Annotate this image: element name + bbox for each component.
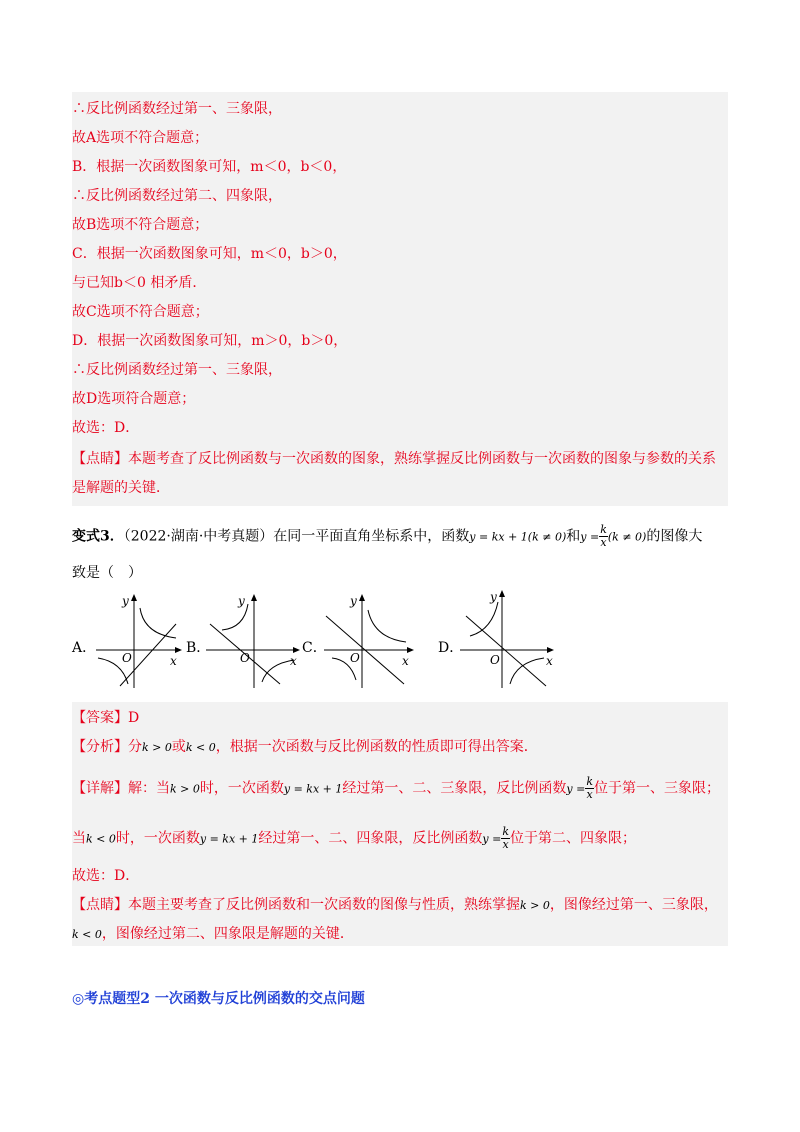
axis-label-x: x — [290, 654, 297, 668]
axis-label-x: x — [546, 654, 553, 668]
detail-1-fraction-y: y = — [566, 782, 586, 796]
fraction-numerator: k — [586, 775, 593, 788]
answer-comment-condition-2: k < 0 — [72, 928, 102, 941]
origin-label: O — [350, 651, 360, 665]
detail-1-fraction — [585, 776, 594, 801]
option-b-label: B． — [186, 640, 211, 656]
detail-2-post: 位于第二、四象限； — [510, 830, 636, 847]
detail-1-post: 位于第一、三象限； — [594, 780, 720, 797]
detail-2-mid1: 时，一次函数 — [115, 830, 200, 847]
answer-comment-line-1 — [72, 895, 718, 916]
option-b-graph — [204, 588, 304, 692]
answer-comment-line-2 — [72, 924, 354, 945]
detail-2-pre: 当 — [72, 830, 86, 847]
detail-tag: 【详解】 — [72, 780, 128, 797]
analysis-tag: 【分析】 — [72, 739, 128, 755]
solution-line-10: ∴反比例函数经过第一、三象限， — [72, 362, 282, 378]
fraction-numerator: k — [600, 523, 607, 536]
solution-line-9: D．根据一次函数图象可知，m＞0，b＞0， — [72, 333, 348, 349]
option-c-label: C． — [302, 640, 327, 656]
detail-2-mid2: 经过第一、二、四象限，反比例函数 — [258, 830, 483, 847]
fraction-denominator: x — [586, 788, 593, 801]
detail-1-pre: 解：当 — [128, 780, 170, 797]
answer-value: D — [128, 710, 140, 726]
solution-line-4: ∴反比例函数经过第二、四象限， — [72, 188, 282, 204]
solution-line-12: 故选：D． — [72, 420, 140, 436]
answer-comment-pre: 本题主要考查了反比例函数和一次函数的图像与性质，熟练掌握 — [128, 897, 520, 913]
answer-comment-tag: 【点睛】 — [72, 897, 128, 913]
question-text-a: （2022·湖南·中考真题）在同一平面直角坐标系中，函数 — [123, 528, 470, 545]
solution-line-3: B．根据一次函数图象可知，m＜0，b＜0， — [72, 159, 347, 175]
comment-line-2: 是解题的关键． — [72, 480, 170, 496]
detail-2-fraction-y: y = — [482, 832, 502, 846]
option-d-label: D． — [438, 640, 464, 656]
origin-label: O — [240, 651, 250, 665]
analysis-condition-2: k < 0 — [185, 741, 216, 754]
answer-line — [72, 708, 139, 728]
analysis-condition-1: k > 0 — [142, 741, 172, 754]
option-a-graph — [92, 588, 184, 692]
answer-comment-post-1: ，图像经过第一、三象限， — [549, 897, 718, 913]
question-and: 和 — [566, 528, 581, 545]
axis-label-x: x — [402, 654, 409, 668]
detail-2-function: y = kx + 1 — [199, 832, 259, 846]
function-2-y: y = — [580, 530, 600, 544]
solution-line-6: C．根据一次函数图象可知，m＜0，b＞0， — [72, 246, 347, 262]
question-line-1 — [72, 524, 702, 549]
choice-line: 故选：D． — [72, 868, 140, 884]
fraction-denominator: x — [600, 536, 607, 549]
analysis-or: 或 — [171, 739, 186, 755]
function-2-fraction — [599, 524, 608, 549]
question-text-b: 的图像大 — [646, 528, 703, 545]
axis-label-y: y — [490, 590, 497, 604]
origin-label: O — [490, 653, 500, 667]
analysis-line — [72, 737, 538, 758]
detail-1-mid1: 时，一次函数 — [199, 780, 284, 797]
answer-comment-condition-1: k > 0 — [520, 899, 550, 912]
function-2-condition: (k ≠ 0) — [607, 530, 647, 544]
axis-label-x: x — [170, 654, 177, 668]
comment-line-1 — [72, 449, 716, 469]
question-label: 变式3． — [72, 528, 124, 545]
detail-line-2 — [72, 826, 636, 851]
solution-line-5: 故B选项不符合题意； — [72, 217, 209, 233]
solution-block-top — [72, 92, 728, 506]
origin-label: O — [122, 651, 132, 665]
analysis-pre: 分 — [128, 739, 142, 755]
axis-label-y: y — [122, 594, 129, 608]
option-d-graph — [456, 584, 560, 692]
fraction-denominator: x — [502, 838, 509, 851]
answer-tag: 【答案】 — [72, 710, 128, 726]
comment-text-1: 本题考查了反比例函数与一次函数的图象，熟练掌握反比例函数与一次函数的图象与参数的关系 — [128, 451, 716, 467]
solution-line-8: 故C选项不符合题意； — [72, 304, 209, 320]
fraction-numerator: k — [502, 825, 509, 838]
detail-1-mid2: 经过第一、二、三象限，反比例函数 — [342, 780, 567, 797]
detail-2-condition: k < 0 — [86, 832, 116, 846]
solution-line-2: 故A选项不符合题意； — [72, 130, 209, 146]
detail-line-1 — [72, 776, 720, 801]
solution-line-1: ∴反比例函数经过第一、三象限， — [72, 101, 282, 117]
comment-tag: 【点睛】 — [72, 451, 128, 467]
option-a-label: A． — [72, 640, 97, 656]
section-title: ◎考点题型2 一次函数与反比例函数的交点问题 — [72, 991, 365, 1007]
analysis-post: ，根据一次函数与反比例函数的性质即可得出答案． — [215, 739, 538, 755]
option-c-graph — [322, 588, 418, 692]
solution-line-7: 与已知b＜0 相矛盾． — [72, 275, 207, 291]
question-line-2: 致是（ ） — [72, 565, 142, 581]
detail-1-condition: k > 0 — [170, 782, 200, 796]
function-1: y = kx + 1(k ≠ 0) — [469, 530, 567, 544]
solution-line-11: 故D选项符合题意； — [72, 391, 196, 407]
axis-label-y: y — [350, 594, 357, 608]
axis-label-y: y — [238, 594, 245, 608]
detail-2-fraction — [501, 826, 510, 851]
detail-1-function: y = kx + 1 — [283, 782, 343, 796]
answer-comment-post-2: ，图像经过第二、四象限是解题的关键． — [101, 926, 354, 942]
